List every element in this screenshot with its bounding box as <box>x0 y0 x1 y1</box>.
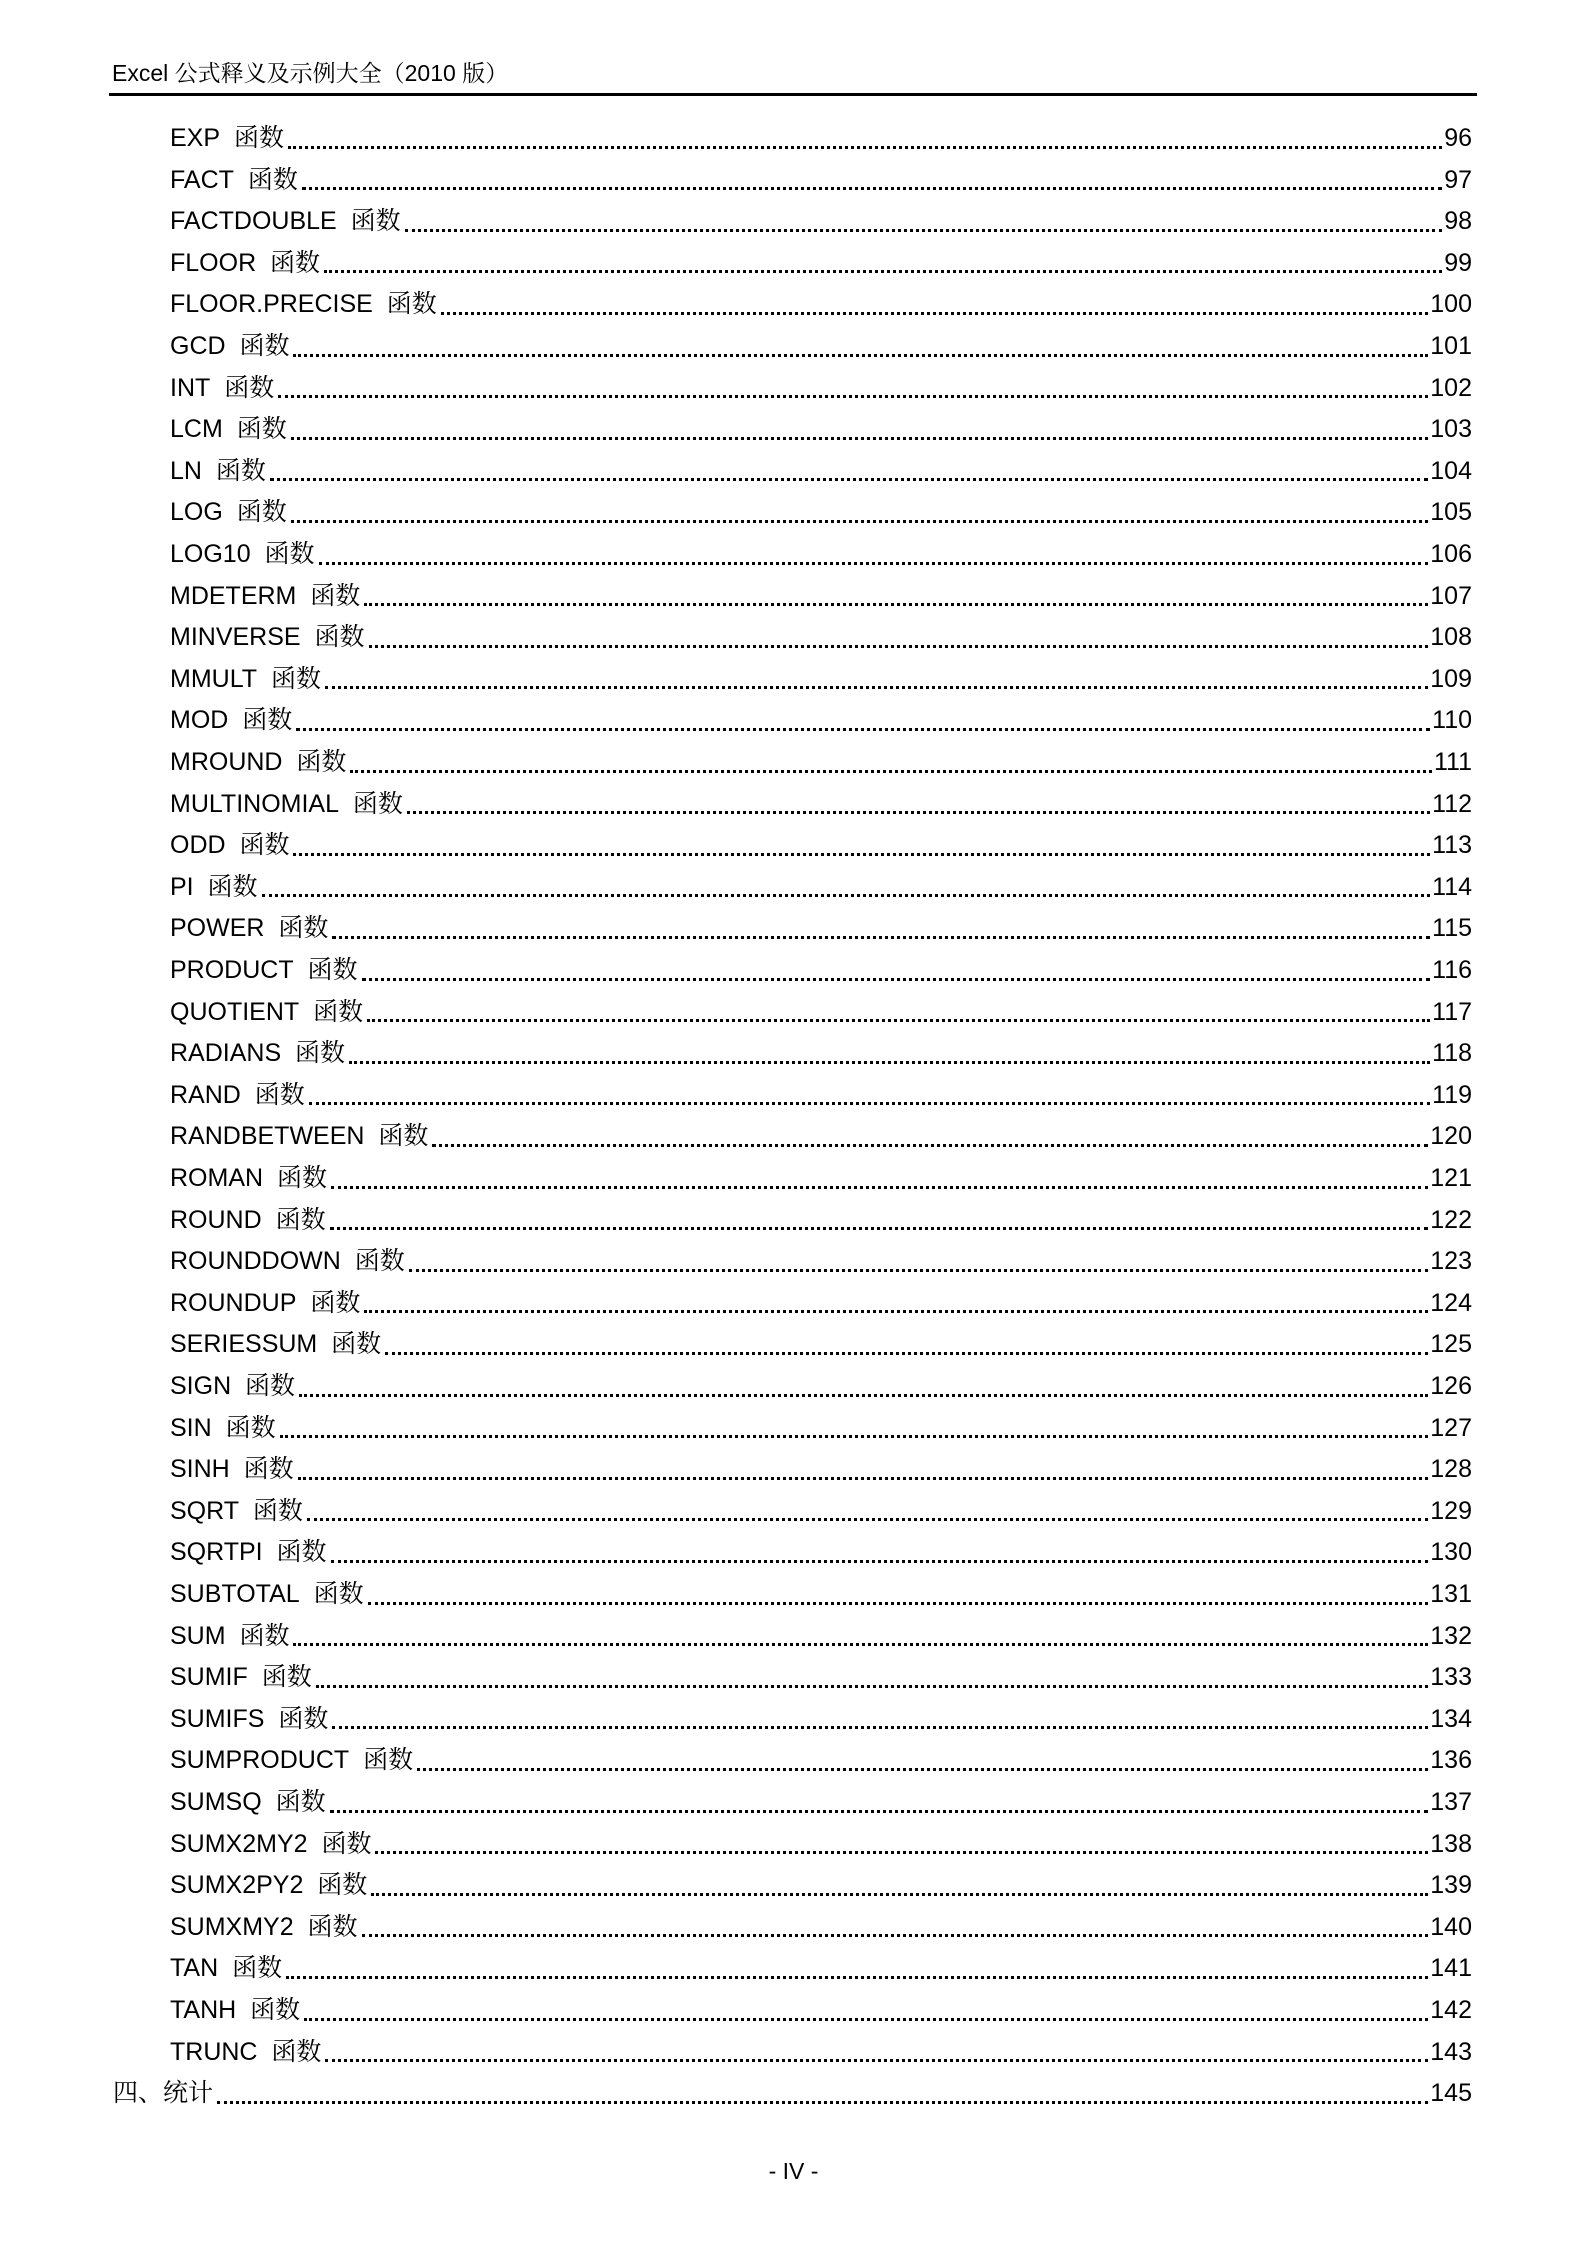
function-suffix: 函数 <box>271 2036 322 2066</box>
toc-page-number: 122 <box>1430 1205 1472 1234</box>
function-name: SIGN <box>170 1372 232 1400</box>
page-number-footer: - IV - <box>768 2158 819 2184</box>
toc-entry[interactable] <box>170 408 1472 450</box>
function-suffix: 函数 <box>207 871 258 901</box>
toc-entry-label <box>170 1115 428 1157</box>
toc-entry-label <box>170 533 315 575</box>
toc-entry[interactable] <box>170 907 1472 949</box>
toc-entry-label <box>170 325 289 367</box>
toc-page-number: 100 <box>1430 290 1472 319</box>
toc-page-number: 133 <box>1430 1663 1472 1692</box>
dot-leader <box>270 478 1428 481</box>
toc-entry[interactable] <box>170 991 1472 1033</box>
toc-entry[interactable] <box>170 1240 1472 1282</box>
function-name: TAN <box>170 1954 219 1983</box>
toc-entry-label <box>170 783 403 825</box>
toc-page-number: 126 <box>1430 1372 1472 1400</box>
toc-entry[interactable] <box>170 1947 1472 1989</box>
function-suffix: 函数 <box>310 1287 361 1317</box>
toc-entry-label <box>170 367 274 409</box>
toc-entry-label <box>170 1781 326 1823</box>
function-suffix: 函数 <box>245 1371 296 1400</box>
toc-entry-label <box>170 1199 326 1241</box>
dot-leader <box>325 2059 1428 2062</box>
function-name: SUMX2MY2 <box>170 1829 308 1858</box>
toc-entry-label <box>170 1074 305 1116</box>
function-name: SUM <box>170 1621 226 1650</box>
toc-entry[interactable] <box>170 1656 1472 1698</box>
toc-entry-label <box>170 1531 327 1573</box>
toc-entry-label <box>170 1490 303 1532</box>
toc-entry-label <box>170 450 266 492</box>
function-suffix: 函数 <box>276 1163 327 1192</box>
toc-entry-label <box>170 824 289 866</box>
toc-entry[interactable] <box>170 1864 1472 1906</box>
dot-leader <box>293 354 1428 357</box>
function-name: TRUNC <box>170 2037 258 2066</box>
function-suffix: 函数 <box>233 123 284 152</box>
function-suffix: 函数 <box>354 1246 405 1276</box>
toc-entry-label <box>170 1739 413 1781</box>
toc-page-number: 143 <box>1430 2037 1472 2066</box>
toc-page-number: 108 <box>1430 623 1472 652</box>
toc-entry[interactable] <box>170 1074 1472 1116</box>
dot-leader <box>331 1186 1428 1189</box>
function-name: POWER <box>170 914 265 943</box>
dot-leader <box>286 1976 1428 1979</box>
toc-page-number: 136 <box>1430 1746 1472 1775</box>
function-name: SERIESSUM <box>170 1330 318 1359</box>
dot-leader <box>278 395 1428 398</box>
dot-leader <box>368 1602 1429 1605</box>
toc-page-number: 96 <box>1444 124 1472 152</box>
toc-entry-label <box>170 1823 371 1865</box>
dot-leader <box>304 2018 1428 2021</box>
function-name: RAND <box>170 1080 241 1109</box>
toc-entry-label <box>170 1282 360 1324</box>
function-name: FLOOR.PRECISE <box>170 290 373 319</box>
toc-page-number: 124 <box>1430 1288 1472 1317</box>
function-suffix: 函数 <box>236 497 287 527</box>
function-name: SUMIFS <box>170 1704 265 1733</box>
dot-leader <box>299 1394 1428 1397</box>
dot-leader <box>332 936 1430 939</box>
toc-page-number: 145 <box>1430 2079 1472 2108</box>
toc-page-number: 117 <box>1432 997 1472 1026</box>
function-suffix: 函数 <box>296 747 347 776</box>
function-suffix: 函数 <box>363 1745 414 1775</box>
toc-page-number: 140 <box>1430 1912 1472 1941</box>
toc-page-number: 118 <box>1432 1039 1472 1068</box>
function-name: GCD <box>170 332 226 360</box>
toc-entry-label <box>170 1947 282 1989</box>
dot-leader <box>330 1227 1429 1230</box>
toc-page-number: 123 <box>1430 1247 1472 1276</box>
function-suffix: 函数 <box>278 1703 329 1733</box>
function-suffix: 函数 <box>261 1662 312 1692</box>
function-name: MULTINOMIAL <box>170 789 339 818</box>
dot-leader <box>325 686 1428 689</box>
toc-entry-label <box>170 1365 295 1407</box>
function-suffix: 函数 <box>350 206 401 236</box>
function-suffix: 函数 <box>232 1953 283 1983</box>
function-suffix: 函数 <box>239 1620 290 1650</box>
toc-entry-label <box>170 741 346 783</box>
toc-page-number: 107 <box>1430 581 1472 610</box>
function-name: RANDBETWEEN <box>170 1122 365 1151</box>
toc-entry-label <box>170 200 401 242</box>
function-suffix: 函数 <box>276 1537 327 1567</box>
toc-entry[interactable] <box>170 283 1472 325</box>
dot-leader <box>280 1435 1429 1438</box>
toc-entry[interactable] <box>170 1573 1472 1615</box>
toc-entry[interactable] <box>170 1032 1472 1074</box>
toc-entry-label <box>170 491 287 533</box>
function-suffix: 函数 <box>215 455 266 485</box>
function-suffix: 函数 <box>254 1079 305 1109</box>
toc-entry-label <box>170 2031 321 2073</box>
function-name: ROUNDUP <box>170 1288 297 1317</box>
function-name: FACTDOUBLE <box>170 207 337 236</box>
function-name: LOG <box>170 498 223 527</box>
function-suffix: 函数 <box>239 830 290 860</box>
function-name: ROUND <box>170 1205 262 1234</box>
toc-page-number: 121 <box>1430 1164 1472 1192</box>
toc-entry-label <box>170 949 358 991</box>
toc-entry[interactable] <box>170 1781 1472 1823</box>
toc-entry[interactable] <box>170 367 1472 409</box>
dot-leader <box>362 978 1431 981</box>
toc-page-number: 138 <box>1430 1829 1472 1858</box>
function-name: EXP <box>170 124 221 152</box>
dot-leader <box>324 270 1442 273</box>
dot-leader <box>298 1477 1429 1480</box>
toc-entry[interactable] <box>170 491 1472 533</box>
function-name: SUBTOTAL <box>170 1580 300 1608</box>
toc-page-number: 139 <box>1430 1871 1472 1900</box>
toc-entry-label <box>170 1157 327 1199</box>
function-name: SUMIF <box>170 1663 248 1692</box>
function-suffix: 函数 <box>242 705 293 735</box>
toc-entry-label <box>170 1989 300 2031</box>
toc-page-number: 103 <box>1430 415 1472 444</box>
toc-entry[interactable] <box>170 824 1472 866</box>
dot-leader <box>407 811 1430 814</box>
function-suffix: 函数 <box>352 788 403 818</box>
function-name: ROUNDDOWN <box>170 1247 341 1276</box>
function-suffix: 函数 <box>307 955 358 984</box>
function-suffix: 函数 <box>270 663 321 693</box>
function-name: MROUND <box>170 748 283 776</box>
function-suffix: 函数 <box>243 1454 294 1484</box>
dot-leader <box>262 894 1431 897</box>
dot-leader <box>217 2101 1428 2104</box>
toc-entry-label <box>170 283 437 325</box>
toc-entry[interactable] <box>170 1531 1472 1573</box>
running-header-title: Excel 公式释义及示例大全（2010 版） <box>112 60 509 86</box>
function-name: PI <box>170 872 194 901</box>
toc-entry[interactable] <box>170 159 1472 201</box>
toc-page-number: 127 <box>1430 1413 1472 1442</box>
toc-entry-label <box>170 1032 345 1074</box>
toc-page-number: 104 <box>1430 456 1472 485</box>
function-suffix: 函数 <box>278 913 329 943</box>
dot-leader <box>302 187 1442 190</box>
toc-entry[interactable] <box>170 1407 1472 1449</box>
dot-leader <box>385 1352 1428 1355</box>
toc-entry-label <box>170 1698 328 1740</box>
toc-entry-label <box>170 907 328 949</box>
toc-entry[interactable] <box>170 1698 1472 1740</box>
function-name: RADIANS <box>170 1039 282 1068</box>
function-suffix: 函数 <box>313 1579 364 1608</box>
dot-leader <box>367 1019 1430 1022</box>
function-suffix: 函数 <box>225 1412 276 1442</box>
toc-entry[interactable] <box>170 1906 1472 1948</box>
function-name: MMULT <box>170 664 258 693</box>
dot-leader <box>369 645 1429 648</box>
toc-page-number: 106 <box>1430 540 1472 568</box>
toc-page-number: 132 <box>1430 1621 1472 1650</box>
toc-page-number: 110 <box>1432 706 1472 735</box>
toc-entry[interactable] <box>170 1615 1472 1657</box>
dot-leader <box>291 437 1429 440</box>
dot-leader <box>330 1810 1429 1813</box>
toc-page-number: 130 <box>1430 1538 1472 1567</box>
dot-leader <box>319 562 1429 565</box>
toc-entry-label <box>170 699 292 741</box>
function-name: SUMXMY2 <box>170 1912 294 1941</box>
toc-entry-label <box>170 658 321 700</box>
dot-leader <box>316 1685 1429 1688</box>
function-suffix: 函数 <box>275 1204 326 1234</box>
toc-page-number: 128 <box>1430 1455 1472 1484</box>
toc-entry-label <box>170 1656 312 1698</box>
toc-page-number: 137 <box>1430 1788 1472 1816</box>
dot-leader <box>364 603 1428 606</box>
toc-entry-label <box>170 1323 381 1365</box>
function-name: SINH <box>170 1455 230 1484</box>
function-name: INT <box>170 373 211 402</box>
toc-entry[interactable] <box>170 741 1472 783</box>
dot-leader <box>441 312 1429 315</box>
function-suffix: 函数 <box>224 372 275 402</box>
function-suffix: 函数 <box>236 414 287 444</box>
toc-entry[interactable] <box>170 117 1472 159</box>
toc-entry[interactable] <box>170 325 1472 367</box>
dot-leader <box>293 853 1430 856</box>
dot-leader <box>332 1726 1428 1729</box>
toc-section-label: 四、统计 <box>113 2078 214 2108</box>
toc-entry[interactable] <box>170 1448 1472 1490</box>
toc-page-number: 120 <box>1430 1122 1472 1151</box>
toc-page-number: 113 <box>1432 831 1472 860</box>
function-name: LCM <box>170 415 223 444</box>
toc-page-number: 102 <box>1430 373 1472 402</box>
toc-entry-label <box>170 159 298 201</box>
function-suffix: 函数 <box>252 1495 303 1525</box>
toc-page-number: 131 <box>1430 1580 1472 1608</box>
function-suffix: 函数 <box>307 1911 358 1941</box>
toc-page-number: 101 <box>1430 332 1472 360</box>
function-suffix: 函数 <box>247 164 298 194</box>
toc-entry[interactable] <box>170 1323 1472 1365</box>
function-name: FLOOR <box>170 248 257 277</box>
toc-entry[interactable] <box>170 200 1472 242</box>
toc-entry[interactable] <box>170 2031 1472 2073</box>
toc-entry[interactable] <box>170 658 1472 700</box>
function-suffix: 函数 <box>264 539 315 568</box>
toc-entry-label <box>170 1906 358 1948</box>
toc-entry-label <box>170 1448 294 1490</box>
function-name: MDETERM <box>170 581 297 610</box>
toc-entry-label <box>170 575 360 617</box>
function-suffix: 函数 <box>386 289 437 319</box>
function-suffix: 函数 <box>313 996 364 1026</box>
dot-leader <box>405 229 1443 232</box>
toc-entry[interactable] <box>170 1989 1472 2031</box>
toc-page-number: 98 <box>1444 207 1472 236</box>
function-name: SUMPRODUCT <box>170 1746 350 1775</box>
toc-page-number: 129 <box>1430 1496 1472 1525</box>
toc-entry[interactable] <box>170 1823 1472 1865</box>
function-suffix: 函数 <box>275 1787 326 1816</box>
toc-page-number: 105 <box>1430 498 1472 527</box>
dot-leader <box>291 520 1429 523</box>
toc-entry[interactable] <box>170 866 1472 908</box>
dot-leader <box>350 770 1432 773</box>
toc-page-number: 125 <box>1430 1330 1472 1359</box>
function-suffix: 函数 <box>321 1828 372 1858</box>
dot-leader <box>309 1102 1430 1105</box>
function-suffix: 函数 <box>314 622 365 652</box>
dot-leader <box>307 1518 1428 1521</box>
dot-leader <box>296 728 1430 731</box>
toc-entry[interactable] <box>170 949 1472 991</box>
function-name: MOD <box>170 706 229 735</box>
toc-entry[interactable] <box>170 616 1472 658</box>
toc-entry[interactable] <box>170 783 1472 825</box>
function-suffix: 函数 <box>250 1995 301 2024</box>
toc-entry-label <box>170 1240 405 1282</box>
toc-page-number: 141 <box>1430 1954 1472 1983</box>
function-suffix: 函数 <box>295 1038 346 1068</box>
toc-page-number: 115 <box>1432 914 1472 943</box>
dot-leader <box>364 1310 1428 1313</box>
function-name: FACT <box>170 165 234 194</box>
dot-leader <box>331 1560 1429 1563</box>
toc-section-statistics[interactable] <box>113 2072 1472 2114</box>
function-name: SUMX2PY2 <box>170 1871 304 1900</box>
header-rule <box>109 93 1477 96</box>
toc-entry[interactable] <box>170 1365 1472 1407</box>
toc-entry[interactable] <box>170 575 1472 617</box>
function-suffix: 函数 <box>239 331 290 360</box>
function-name: ODD <box>170 831 226 860</box>
toc-page-number: 109 <box>1430 664 1472 693</box>
toc-entry[interactable] <box>170 1157 1472 1199</box>
toc-entry-label <box>170 1573 364 1615</box>
function-name: QUOTIENT <box>170 997 300 1026</box>
toc-entry-label <box>170 408 287 450</box>
toc-page-number: 111 <box>1433 748 1472 776</box>
dot-leader <box>371 1893 1428 1896</box>
function-name: SQRT <box>170 1496 239 1525</box>
toc-entry[interactable] <box>170 1115 1472 1157</box>
dot-leader <box>349 1061 1430 1064</box>
toc-page-number: 119 <box>1432 1080 1472 1109</box>
toc-entry-label <box>170 1407 276 1449</box>
toc-page-number: 99 <box>1444 248 1472 277</box>
dot-leader <box>432 1144 1428 1147</box>
toc-page-number: 97 <box>1444 165 1472 194</box>
toc-entry-label <box>170 866 258 908</box>
dot-leader <box>288 146 1442 149</box>
toc-page-number: 112 <box>1432 789 1472 818</box>
function-name: TANH <box>170 1996 237 2024</box>
function-name: LOG10 <box>170 540 251 568</box>
toc-page-number: 116 <box>1432 956 1472 984</box>
dot-leader <box>362 1934 1429 1937</box>
function-suffix: 函数 <box>378 1121 429 1151</box>
toc-entry-label <box>170 1864 367 1906</box>
function-name: MINVERSE <box>170 623 301 652</box>
dot-leader <box>375 1851 1428 1854</box>
toc-entry-label <box>170 1615 289 1657</box>
function-name: SIN <box>170 1413 212 1442</box>
toc-entry[interactable] <box>170 1490 1472 1532</box>
toc-entry[interactable] <box>170 1282 1472 1324</box>
toc-entry[interactable] <box>170 1739 1472 1781</box>
toc-entry[interactable] <box>170 450 1472 492</box>
function-suffix: 函数 <box>310 580 361 610</box>
function-name: LN <box>170 456 202 485</box>
toc-entry[interactable] <box>170 242 1472 284</box>
function-name: SQRTPI <box>170 1538 263 1567</box>
function-suffix: 函数 <box>317 1870 368 1900</box>
toc-entry-label <box>170 117 284 159</box>
toc-page-number: 134 <box>1430 1704 1472 1733</box>
dot-leader <box>417 1768 1428 1771</box>
toc-entry[interactable] <box>170 699 1472 741</box>
dot-leader <box>409 1269 1429 1272</box>
function-name: SUMSQ <box>170 1788 262 1816</box>
toc-page-number: 142 <box>1430 1996 1472 2024</box>
toc-entry[interactable] <box>170 1199 1472 1241</box>
toc-entry[interactable] <box>170 533 1472 575</box>
function-name: ROMAN <box>170 1164 264 1192</box>
dot-leader <box>293 1643 1428 1646</box>
function-name: PRODUCT <box>170 956 294 984</box>
toc-entry-label <box>170 616 365 658</box>
function-suffix: 函数 <box>270 247 321 277</box>
toc-page-number: 114 <box>1432 872 1472 901</box>
function-suffix: 函数 <box>331 1329 382 1359</box>
toc-entry-label <box>170 242 320 284</box>
toc-entry-label <box>170 991 363 1033</box>
